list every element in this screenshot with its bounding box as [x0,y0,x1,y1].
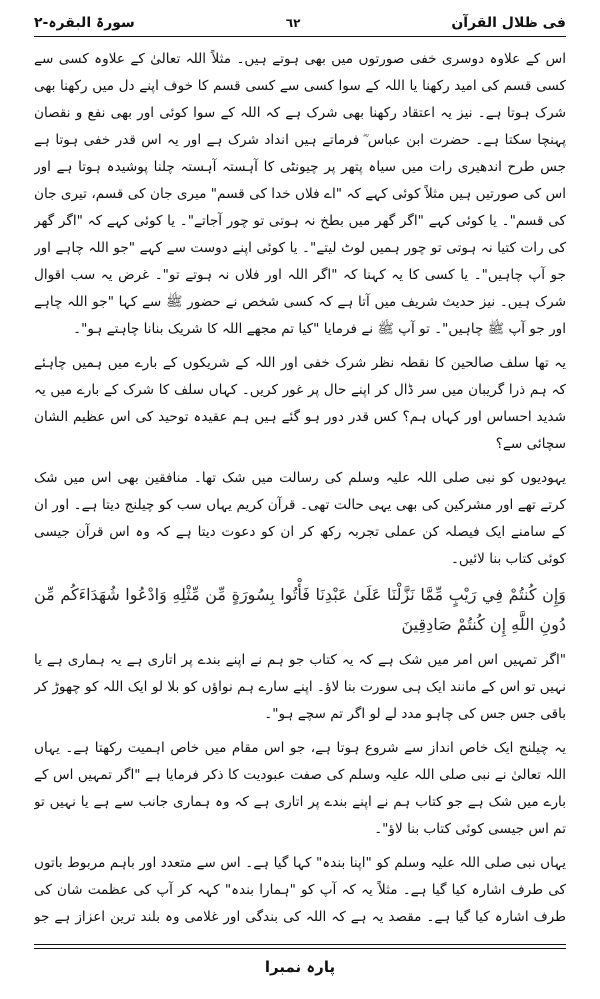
paragraph: یہ چیلنج ایک خاص انداز سے شروع ہوتا ہے، جو اس مقام میں خاص اہمیت رکھتا ہے۔ یہاں اللہ تعالیٰ نے نبی صلی اللہ علیہ وسلم کی صفت عبودیت کا ذکر فرمایا ہے "اگر تمہیں اس کے بارے میں شک ہے جو کتاب ہم نے اپنے بندے پر اتاری ہے کہ وہ ہماری جانب سے ہے یا نہیں تو تم اس جیسی کوئی کتاب بنا لاؤ"۔ [34,740,566,837]
surah-name: سورۃ البقرہ-۲ [34,15,135,31]
page-header [34,10,566,37]
footer-divider [34,944,566,945]
footer-divider [34,948,566,949]
paragraph: یہودیوں کو نبی صلی اللہ علیہ وسلم کی رسالت میں شک تھا۔ منافقین بھی اس میں شک کرتے تھے اور مشرکین کی بھی یہی حالت تھی۔ قرآن کریم یہاں سب کو چیلنج دیتا ہے۔ اور ان کے سامنے ایک فیصلہ کن عملی تجربہ رکھ کر ان کو دعوت دیتا ہے کہ وہ اس قرآن جیسی کوئی کتاب بنا لائیں۔ [34,470,566,567]
paragraph: یہاں نبی صلی اللہ علیہ وسلم کو "اپنا بندہ" کہا گیا ہے۔ اس سے متعدد اور باہم مربوط باتوں کی طرف اشارہ کیا گیا ہے۔ مثلاً یہ کہ آپ کو "ہمارا بندہ" کہہ کر آپ کی عظمت شان کی طرف اشارہ کیا گیا ہے۔ مقصد یہ ہے کہ اللہ کی بندگی اور غلامی وہ بلند ترین اعزاز ہے جو [34,855,566,925]
book-title: فی ظلال القرآن [451,15,566,31]
quran-verse: وَإِن كُنتُمْ فِي رَيْبٍ مِّمَّا نَزَّلْنَا عَلَىٰ عَبْدِنَا فَأْتُوا بِسُورَةٍ مِّن مِّثْلِهِ وَادْعُوا شُهَدَاءَكُم مِّن دُونِ اللَّهِ إِن كُنتُمْ صَادِقِينَ [34,585,566,634]
page-number: ٦٢ [285,16,301,30]
paragraph: اس کے علاوہ دوسری خفی صورتوں میں بھی ہوتے ہیں۔ مثلاً اللہ تعالیٰ کے علاوہ کسی سے کسی قسم کی امید رکھنا یا اللہ کے سوا کسی سے کسی قسم کا خوف اپنے دل میں رکھنا بھی شرک ہوتا ہے۔ نیز یہ اعتقاد رکھنا بھی شرک ہے کہ اللہ کے سوا کوئی اور بھی نفع و نقصان پہنچا سکتا ہے۔ حضرت ابن عباس ؓ فرماتے ہیں انداد شرک ہے اور یہ اس قدر خفی ہوتا ہے جس طرح اندھیری رات میں سیاہ پتھر پر چیونٹی کا آہستہ آہستہ چلنا پوشیدہ ہوتا ہے اور اس کی صورتیں ہیں مثلاً کوئی کہے کہ "اے فلاں خدا کی قسم" میری جان کی قسم، تیری جان کی قسم"۔ یا کوئی کہے "اگر گھر میں بطخ نہ ہوتی تو چور آجاتے"۔ یا کوئی کہے کہ "اگر گھر کی رات کتیا نہ ہوتی تو چور ہمیں لوٹ لیتے"۔ یا کوئی اپنے دوست سے کہے "جو اللہ چاہے اور جو آپ چاہیں"۔ یا کسی کا یہ کہنا کہ "اگر اللہ اور فلاں نہ ہوتے تو"۔ غرض یہ سب اقوال شرک ہیں۔ نیز حدیث شریف میں آتا ہے کہ کسی شخص نے حضور ﷺ سے کہا "جو اللہ چاہے اور جو آپ ﷺ چاہیں"۔ تو آپ ﷺ نے فرمایا "کیا تم مجھے اللہ کا شریک بنانا چاہتے ہو"۔ [34,51,566,337]
paragraph: یہ تھا سلف صالحین کا نقطہ نظر شرک خفی اور اللہ کے شریکوں کے بارے میں ہمیں چاہئے کہ ہم ذرا گریبان میں سر ڈال کر اپنے حال پر غور کریں۔ کہاں سلف کا شرک کے بارے میں یہ شدید احساس اور کہاں ہم؟ کس قدر دور ہو گئے ہیں ہم عقیدہ توحید کی اس عظیم الشان سچائی سے؟ [34,355,566,452]
page-body [34,46,566,926]
verse-translation: "اگر تمہیں اس امر میں شک ہے کہ یہ کتاب جو ہم نے اپنے بندے پر اتاری ہے یہ ہماری ہے یا نہیں تو اس کے مانند ایک ہی سورت بنا لاؤ۔ اپنے سارے ہم نواؤں کو بلا لو ایک اللہ کو چھوڑ کر باقی جس جس کی چاہو مدد لے لو اگر تم سچے ہو"۔ [34,652,566,722]
para-label: پارہ نمبرا [264,958,336,976]
